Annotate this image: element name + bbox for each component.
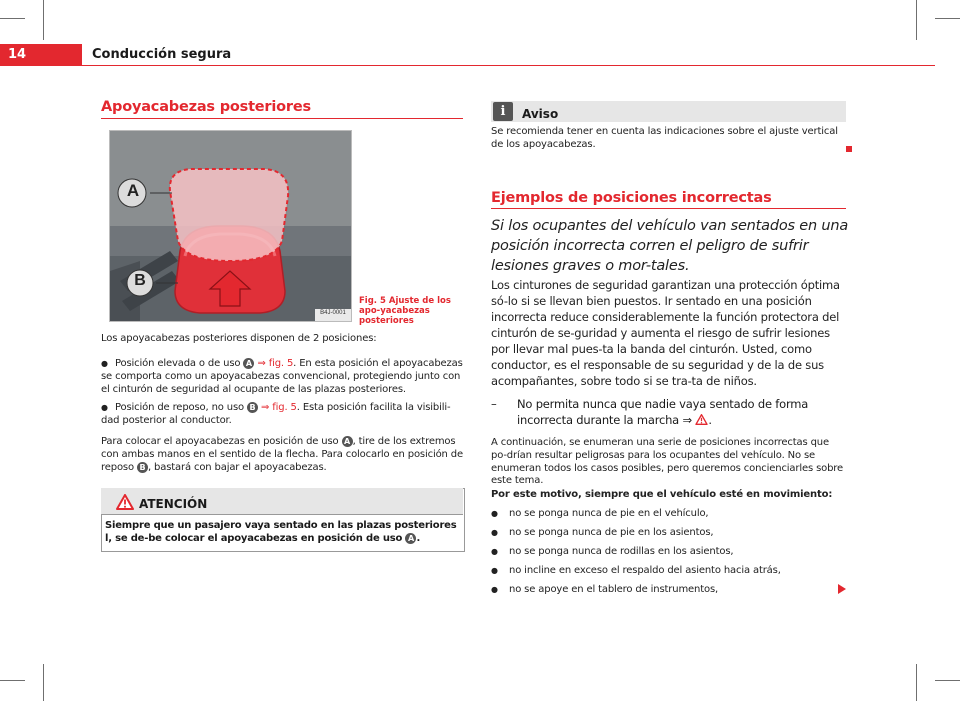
headrest-illustration — [110, 131, 351, 321]
figure-caption: Fig. 5 Ajuste de los apo-yacabezas posteriores — [359, 296, 451, 326]
badge-b: B — [247, 402, 258, 413]
crop-mark — [43, 664, 44, 701]
bullet-rest-position — [101, 402, 463, 428]
crop-mark — [935, 18, 960, 19]
bold-intro-line: Por este motivo, siempre que el vehículo esté en movimiento: — [491, 489, 833, 500]
section-rule — [101, 118, 463, 119]
warning-text — [105, 520, 460, 545]
crop-mark — [0, 18, 25, 19]
badge-a: A — [342, 436, 353, 447]
crop-mark — [916, 664, 917, 701]
dash-item — [491, 396, 851, 428]
badge-a: A — [405, 533, 416, 544]
figure-link[interactable]: ⇒ fig. 5 — [261, 402, 297, 413]
warning-triangle-icon — [116, 494, 134, 510]
headrest-figure — [109, 130, 352, 322]
warning-ref-icon[interactable] — [695, 414, 708, 425]
list-item-text: no se ponga nunca de pie en los asientos, — [509, 527, 714, 538]
adjust-paragraph — [101, 436, 463, 474]
list-item — [491, 565, 846, 578]
bullet-text: . Esta posición facilita la visibili-dad posterior al conductor. — [101, 402, 451, 426]
section-title-incorrect-positions: Ejemplos de posiciones incorrectas — [491, 190, 772, 206]
warning-end: . — [416, 532, 421, 544]
bullet-use-position — [101, 358, 463, 396]
para-text: Para colocar el apoyacabezas en posición de uso — [101, 436, 339, 447]
body-paragraph: Los cinturones de seguridad garantizan una protección óptima só-lo si se llevan bien puestos. Ir sentado en una posición incorrecta reduce considerablemente la función protectora del cinturón de se-guridad y aumenta el riesgo de sufrir lesiones por llevar mal pues-ta la banda del cinturón. Usted, como conductor, es el responsable de su seguridad y de la de sus acompañantes, sobre todo si se tra-ta de niños. — [491, 278, 840, 388]
list-item — [491, 527, 846, 540]
figure-label-a: A — [126, 181, 140, 200]
lead-warning-text: Si los ocupantes del vehículo van sentados en una posición incorrecta corren el peligro de sufrir lesiones graves o mor-tales. — [491, 218, 849, 274]
info-icon: i — [493, 102, 513, 121]
list-item — [491, 546, 846, 559]
crop-mark — [935, 680, 960, 681]
list-item — [491, 584, 846, 597]
crop-mark — [916, 0, 917, 40]
continue-arrow-icon — [838, 584, 846, 594]
crop-mark — [0, 680, 25, 681]
figure-label-b: B — [134, 272, 146, 289]
crop-mark — [43, 0, 44, 40]
note-text: Se recomienda tener en cuenta las indicaciones sobre el ajuste vertical de los apoyacabezas. — [491, 126, 838, 150]
dash-mark: – — [491, 397, 497, 411]
dash-end: . — [708, 413, 712, 427]
list-item-text: no incline en exceso el respaldo del asiento hacia atrás, — [509, 565, 781, 576]
bullet-text: . En esta posición el apoyacabezas se comporta como un apoyacabezas convencional, protegiendo junto con el cinturón de seguridad al ocupante de las plazas posteriores. — [101, 358, 463, 395]
note-title: Aviso — [522, 107, 559, 121]
list-item-text: no se ponga nunca de pie en el vehículo, — [509, 508, 709, 519]
dash-text: No permita nunca que nadie vaya sentado de forma incorrecta durante la marcha ⇒ — [517, 397, 809, 427]
list-item-text: no se apoye en el tablero de instrumentos, — [509, 584, 719, 595]
para-text: , tire de los extremos con ambas manos en el sentido de la flecha. Para colocarlo en posición de reposo — [101, 436, 463, 473]
bullet-text: Posición de reposo, no uso — [115, 402, 244, 413]
bullet-text: Posición elevada o de uso — [115, 358, 241, 369]
warning-title: ATENCIÓN — [139, 497, 208, 511]
badge-a: A — [243, 358, 254, 369]
section-end-mark — [846, 146, 852, 152]
para-text: , bastará con bajar el apoyacabezas. — [147, 461, 327, 473]
chapter-title: Conducción segura — [92, 47, 232, 62]
small-paragraph: A continuación, se enumeran una serie de posiciones incorrectas que po-drían resultar peligrosas para los ocupantes del vehículo. No se enumeran todos los casos posibles, pero queremos concienciarles sobre este tema. — [491, 437, 844, 487]
page-number: 14 — [0, 44, 82, 66]
badge-b: B — [137, 462, 148, 473]
list-item-text: no se ponga nunca de rodillas en los asientos, — [509, 546, 734, 557]
intro-text: Los apoyacabezas posteriores disponen de 2 posiciones: — [101, 333, 377, 344]
header-rule — [82, 65, 935, 66]
list-item — [491, 508, 846, 521]
section-rule — [491, 208, 846, 209]
figure-code: B4J-0001 — [320, 310, 346, 316]
section-title-rear-headrests: Apoyacabezas posteriores — [101, 99, 311, 115]
warning-body: Siempre que un pasajero vaya sentado en las plazas posteriores l, se de-be colocar el apoyacabezas en posición de uso — [105, 520, 457, 544]
figure-link[interactable]: ⇒ fig. 5 — [257, 358, 294, 369]
